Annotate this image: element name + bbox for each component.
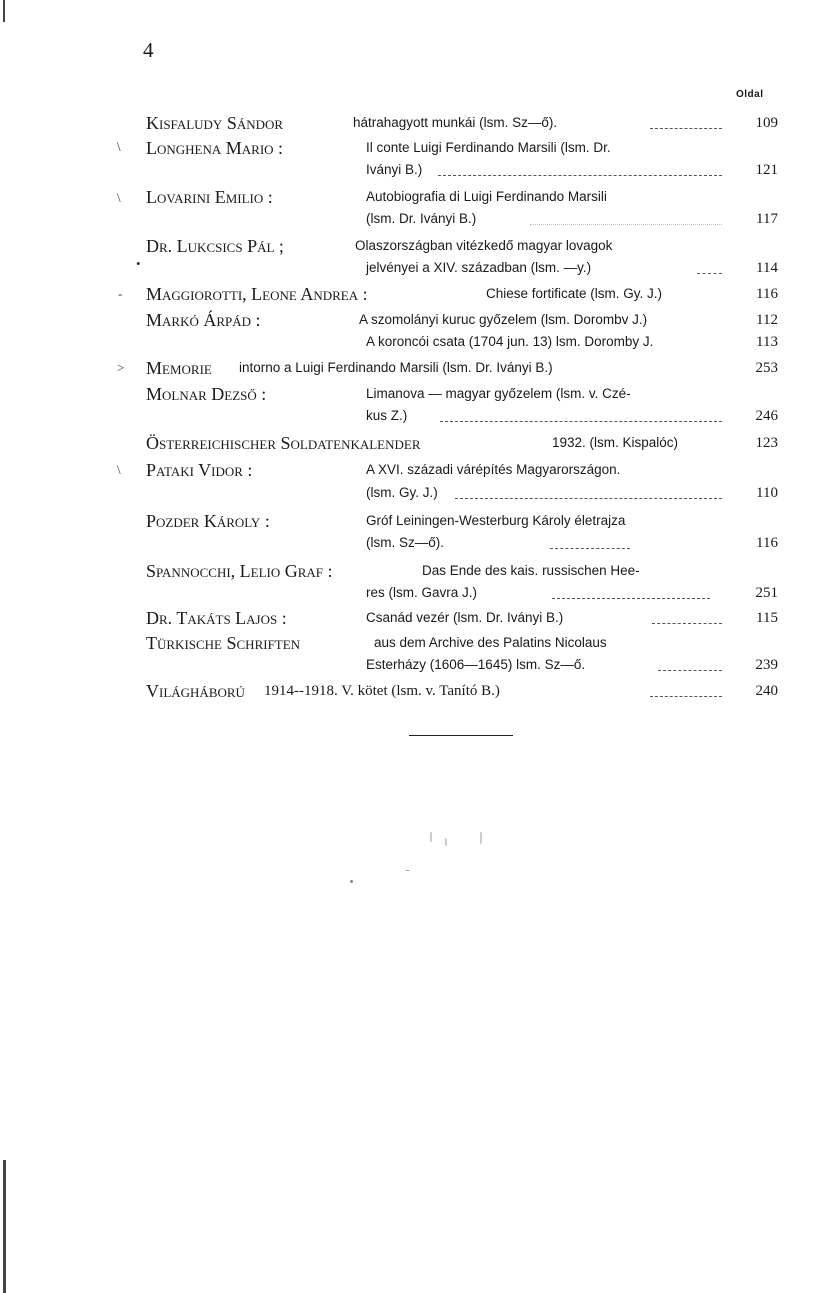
entry-page: 113 — [756, 334, 778, 350]
entry-author: Pataki Vidor : — [146, 460, 253, 480]
entry-text: Csanád vezér (lsm. Dr. Iványi B.) — [366, 610, 564, 625]
entry-author: Dr. Takáts Lajos : — [146, 608, 287, 628]
margin-tick: - — [118, 286, 123, 301]
leader-dots — [552, 598, 710, 599]
entry-page: 121 — [755, 162, 778, 178]
entry-text: Olaszországban vitézkedő magyar lovagok — [355, 238, 613, 253]
leader-dots — [697, 273, 722, 274]
page-number: 4 — [143, 38, 154, 62]
leader-dots — [550, 548, 630, 549]
leader-dots — [440, 421, 722, 422]
margin-tick: \ — [117, 139, 121, 154]
entry-author: Pozder Károly : — [146, 511, 270, 531]
entry-page: 116 — [756, 286, 778, 302]
entry-text: A XVI. századi várépítés Magyarországon. — [366, 462, 621, 477]
entry-text: 1914--1918. V. kötet (lsm. v. Tanító B.) — [264, 683, 500, 699]
entry-author: Világháború — [146, 681, 245, 701]
margin-tick: > — [117, 360, 125, 375]
page-column-header: Oldal — [736, 89, 764, 100]
entry-author: Kisfaludy Sándor — [146, 113, 284, 133]
scan-speck — [480, 832, 482, 844]
entry-page: 116 — [756, 535, 778, 551]
entry-page: 239 — [755, 657, 778, 673]
margin-tick: \ — [117, 462, 121, 477]
entry-author: Österreichischer Soldatenkalender — [146, 433, 421, 453]
entry-page: 112 — [756, 312, 778, 328]
leader-dots — [455, 498, 722, 499]
entry-page: 251 — [755, 585, 778, 601]
entry-text: aus dem Archive des Palatins Nicolaus — [374, 635, 607, 650]
entry-text: Limanova — magyar győzelem (lsm. v. Czé- — [366, 386, 631, 401]
entry-page: 117 — [756, 211, 778, 227]
entry-text: A szomolányi kuruc győzelem (lsm. Dorombv J.) — [359, 312, 648, 327]
entry-author: Spannocchi, Lelio Graf : — [146, 561, 333, 581]
entry-text: kus Z.) — [366, 408, 408, 423]
entry-text: jelvényei a XIV. században (lsm. —y.) — [366, 260, 592, 275]
scan-speck — [430, 832, 432, 842]
entry-author: Lovarini Emilio : — [146, 187, 273, 207]
entry-page: 123 — [755, 435, 778, 451]
entry-page: 115 — [756, 610, 778, 626]
scan-edge — [3, 0, 5, 22]
entry-text: Autobiografia di Luigi Ferdinando Marsili — [366, 189, 607, 204]
entry-page: 110 — [756, 485, 778, 501]
entry-page: 246 — [755, 408, 778, 424]
entry-text: res (lsm. Gavra J.) — [366, 585, 478, 600]
leader-dots — [652, 623, 722, 624]
entry-text: (lsm. Sz—ő). — [366, 535, 445, 550]
scan-speck — [405, 870, 410, 871]
section-divider — [409, 735, 513, 736]
entry-page: 253 — [755, 360, 778, 376]
leader-dots — [658, 670, 722, 671]
entry-text: Il conte Luigi Ferdinando Marsili (lsm. Dr. — [366, 140, 611, 155]
scan-speck — [350, 880, 353, 883]
entry-author: Markó Árpád : — [146, 310, 261, 330]
entry-text: hátrahagyott munkái (lsm. Sz—ő). — [353, 115, 558, 130]
entry-text: (lsm. Gy. J.) — [366, 485, 438, 500]
entry-text: intorno a Luigi Ferdinando Marsili (lsm. Dr. Iványi B.) — [239, 360, 553, 375]
entry-page: 240 — [755, 683, 778, 699]
scan-edge — [3, 1160, 6, 1293]
leader-dots — [438, 175, 722, 176]
entry-page: 114 — [756, 260, 778, 276]
entry-text: Iványi B.) — [366, 162, 423, 177]
entry-page: 109 — [755, 115, 778, 131]
entry-text: (lsm. Dr. Iványi B.) — [366, 211, 477, 226]
leader-dots — [530, 224, 722, 225]
entry-author: Longhena Mario : — [146, 138, 284, 158]
entry-text: Chiese fortificate (lsm. Gy. J.) — [486, 286, 663, 301]
entry-author: Maggiorotti, Leone Andrea : — [146, 284, 368, 304]
leader-dots — [650, 696, 722, 697]
entry-text: A koroncói csata (1704 jun. 13) lsm. Doromby J. — [366, 334, 654, 349]
entry-text: Gróf Leiningen-Westerburg Károly életrajza — [366, 513, 626, 528]
entry-text: 1932. (lsm. Kispalóc) — [552, 435, 679, 450]
leader-dots — [650, 128, 722, 129]
margin-tick: \ — [117, 190, 121, 205]
entry-author: Molnar Dezső : — [146, 384, 267, 404]
entry-text: Esterházy (1606—1645) lsm. Sz—ő. — [366, 657, 586, 672]
entry-author: Türkische Schriften — [146, 633, 301, 653]
entry-author: Memorie — [146, 358, 212, 378]
margin-tick: • — [136, 256, 141, 271]
entry-author: Dr. Lukcsics Pál ; — [146, 236, 284, 256]
scan-speck — [445, 838, 447, 846]
entry-text: Das Ende des kais. russischen Hee- — [422, 563, 640, 578]
